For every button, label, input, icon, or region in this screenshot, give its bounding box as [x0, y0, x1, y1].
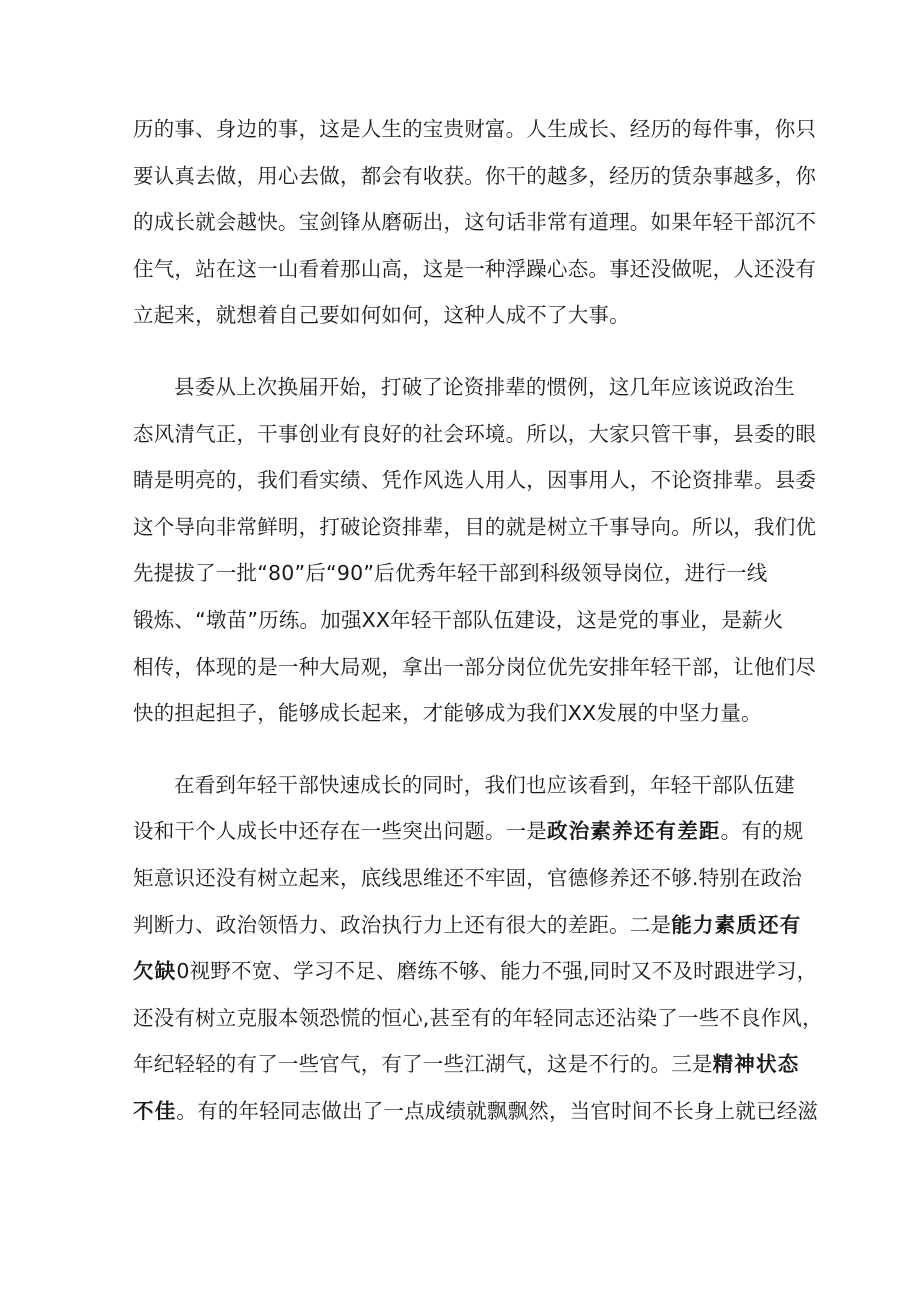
text-line	[133, 690, 795, 737]
text-line	[133, 504, 817, 551]
text-line	[133, 411, 817, 458]
text-line	[133, 995, 823, 1042]
text-run: 快的担起担子，能够成长起来，才能够成为我们XX发展的中坚力量。	[133, 701, 762, 726]
text-run: 锻炼、“墩苗”历练。加强XX年轻干部队伍建设，这是党的事业，是薪火	[133, 607, 784, 632]
text-line	[133, 902, 802, 949]
text-run: 态风清气正，干事创业有良好的社会环境。所以，大家只管干事，县委的眼	[133, 421, 817, 446]
text-run: 相传，体现的是一种大局观，拿出一部分岗位优先安排年轻干部，让他们尽	[133, 654, 817, 679]
paragraph-1	[133, 106, 817, 339]
text-line	[133, 292, 795, 339]
text-line	[133, 855, 803, 902]
text-line	[133, 644, 817, 691]
text-line	[133, 550, 795, 597]
text-run: 矩意识还没有树立起来，底线思维还不牢固，官德修养还不够.特别在政治	[133, 865, 803, 890]
emphasis-text: 精神状态	[712, 1052, 800, 1077]
text-run: 立起来，就想着自己要如何如何，这种人成不了大事。	[133, 303, 630, 328]
text-run: 这个导向非常鲜明，打破论资排辈，目的就是树立千事导向。所以，我们优	[133, 514, 817, 539]
text-run: 先提拔了一批“80”后“90”后优秀年轻干部到科级领导岗位，进行一线	[133, 561, 768, 586]
text-run: 判断力、政治领悟力、政治执行力上还有很大的差距。二是	[133, 912, 672, 937]
text-run: 设和干个人成长中还存在一些突出问题。一是	[133, 819, 547, 844]
paragraph-spacer	[133, 737, 795, 762]
text-line	[133, 246, 817, 293]
paragraph-3	[133, 762, 823, 1135]
document-page	[133, 106, 823, 1134]
text-run: 年纪轻轻的有了一些官气，有了一些江湖气，这是不行的。三是	[133, 1052, 713, 1077]
text-run: 历的事、身边的事，这是人生的宝贵财富。人生成长、经历的每件事，你只	[133, 117, 817, 141]
paragraph-2	[133, 364, 817, 737]
text-line	[133, 1088, 819, 1135]
text-line	[133, 457, 817, 504]
text-line	[133, 1041, 800, 1088]
text-line	[133, 199, 817, 246]
emphasis-text: 政治素养还有差距	[547, 819, 721, 844]
text-run: 住气，站在这一山看着那山高，这是一种浮躁心态。事还没做呢，人还没有	[133, 256, 817, 281]
text-line	[133, 597, 795, 644]
text-run: 还没有树立克服本领恐慌的恒心,甚至有的年轻同志还沾染了一些不良作风，	[133, 1005, 823, 1030]
text-run: 的成长就会越快。宝剑锋从磨砺出，这句话非常有道理。如果年轻干部沉不	[133, 210, 817, 235]
text-run: 在看到年轻干部快速成长的同时，我们也应该看到，年轻干部队伍建	[174, 772, 795, 797]
text-line	[133, 153, 817, 200]
paragraph-spacer	[133, 339, 795, 364]
text-run: 要认真去做，用心去做，都会有收获。你干的越多，经历的赁杂事越多，你	[133, 163, 817, 188]
emphasis-text: 不佳	[133, 1098, 177, 1123]
text-line	[133, 364, 795, 411]
text-line	[133, 106, 817, 153]
emphasis-text: 能力素质还有	[671, 912, 802, 937]
text-run: 县委从上次换届开始，打破了论资排辈的惯例，这几年应该说政治生	[174, 374, 795, 399]
text-run: 0视野不宽、学习不足、磨练不够、能力不强,同时又不及时跟进学习，	[176, 959, 818, 984]
text-run: 。有的规	[720, 819, 804, 844]
emphasis-text: 欠缺	[133, 959, 177, 984]
text-line	[133, 948, 818, 995]
text-run: 睛是明亮的，我们看实绩、凭作风选人用人，因事用人，不论资排辈。县委	[133, 468, 817, 493]
text-run: 。有的年轻同志做出了一点成绩就飘飘然，当官时间不长身上就已经滋	[176, 1098, 819, 1123]
text-line	[133, 762, 795, 809]
text-line	[133, 808, 804, 855]
